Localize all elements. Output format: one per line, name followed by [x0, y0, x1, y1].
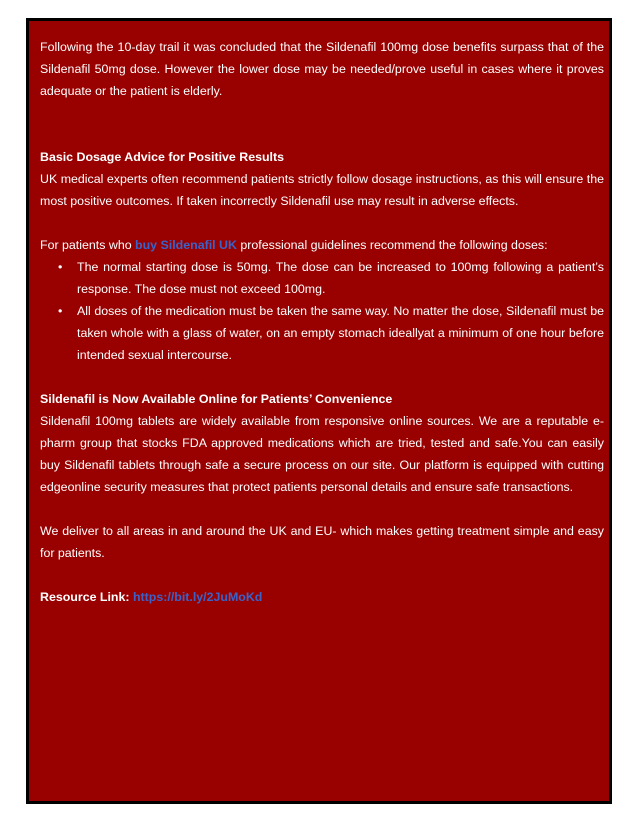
online-paragraph: Sildenafil 100mg tablets are widely available from responsive online sources. We are a reputable e-pharm group that stocks FDA approved medications which are tried, tested and safe.You can easily buy Sildenafil tablets through safe a secure process on our site. Our platform is equipped with cutting edgeonline security measures that protect patients personal details and ensure safe transactions.	[40, 414, 604, 494]
intro-paragraph: Following the 10-day trail it was concluded that the Sildenafil 100mg dose benefits surpass that of the Sildenafil 50mg dose. However the lower dose may be needed/prove useful in cases where it proves adequate or the patient is elderly.	[40, 40, 604, 98]
spacer	[40, 212, 604, 234]
spacer	[40, 366, 604, 388]
patients-suffix: professional guidelines recommend the following doses:	[236, 238, 548, 252]
list-item-text: All doses of the medication must be taken the same way. No matter the dose, Sildenafil must be taken whole with a glass of water, on an empty stomach ideallyat a minimum of one hour before intended sexual intercourse.	[77, 304, 604, 362]
dosage-list	[40, 256, 604, 366]
list-item	[40, 300, 604, 366]
bullet-icon: •	[58, 304, 63, 318]
patients-prefix: For patients who	[40, 238, 136, 252]
resource-link[interactable]: https://bit.ly/2JuMoKd	[132, 590, 263, 604]
list-item-text: The normal starting dose is 50mg. The dose can be increased to 100mg following a patient’s response. The dose must not exceed 100mg.	[77, 260, 604, 296]
list-item	[40, 256, 604, 300]
resource-label: Resource Link:	[40, 590, 133, 604]
online-heading: Sildenafil is Now Available Online for Patients’ Convenience	[40, 392, 393, 406]
dosage-paragraph: UK medical experts often recommend patients strictly follow dosage instructions, as this will ensure the most positive outcomes. If taken incorrectly Sildenafil use may result in adverse effects.	[40, 172, 604, 208]
dosage-heading: Basic Dosage Advice for Positive Results	[40, 150, 285, 164]
buy-sildenafil-link[interactable]: buy Sildenafil UK	[135, 238, 237, 252]
bullet-icon: •	[58, 260, 63, 274]
resource-line	[40, 586, 604, 608]
spacer	[40, 498, 604, 520]
patients-paragraph	[40, 234, 604, 256]
delivery-paragraph: We deliver to all areas in and around the UK and EU- which makes getting treatment simple and easy for patients.	[40, 524, 604, 560]
spacer	[40, 102, 604, 146]
document-page	[26, 18, 612, 804]
spacer	[40, 564, 604, 586]
document-content	[40, 36, 604, 608]
